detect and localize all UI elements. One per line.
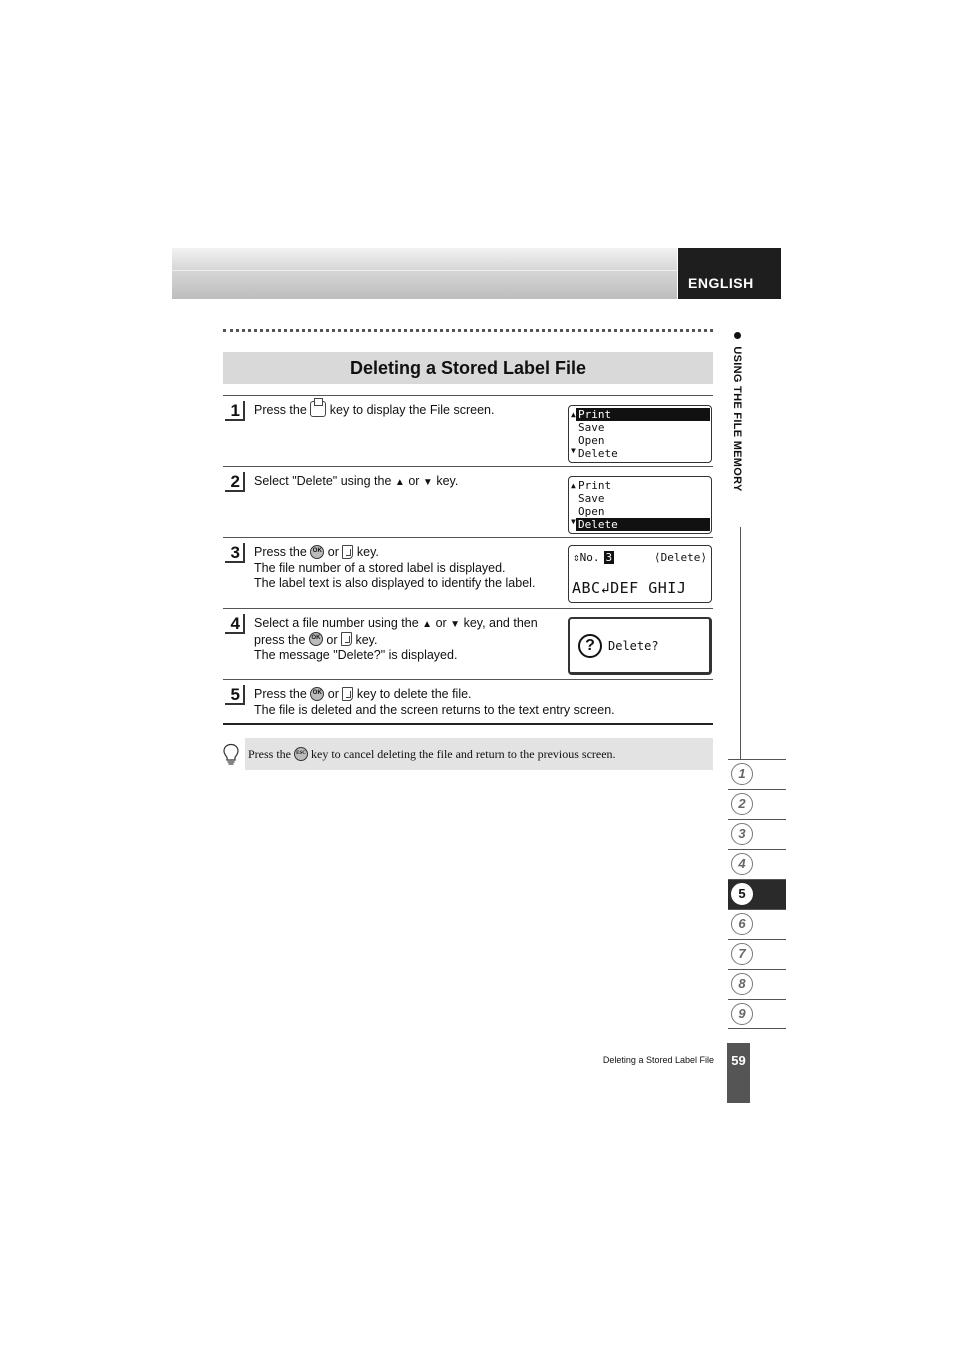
ok-key-icon: OK [309, 632, 323, 646]
question-icon: ? [578, 634, 602, 658]
step-2 [223, 466, 713, 537]
footer-title: Deleting a Stored Label File [602, 1055, 714, 1065]
lcd-screen-file-menu [568, 476, 712, 534]
step-text-part: key, and then [463, 616, 538, 630]
lcd-number-value: 3 [605, 551, 613, 564]
step-text-part: key to display the File screen. [329, 403, 495, 417]
chapter-tab-7[interactable] [728, 939, 786, 969]
down-arrow-icon: ▼ [422, 477, 433, 488]
step-text-part: press the [254, 632, 306, 647]
step-5 [223, 679, 713, 725]
chapter-tab-6[interactable] [728, 909, 786, 939]
enter-key-icon [342, 545, 353, 559]
chapter-number: 5 [731, 883, 753, 905]
lcd-menu-item: Open [578, 505, 605, 518]
chapter-tab-1[interactable] [728, 759, 786, 789]
lcd-file-number [573, 551, 614, 564]
step-text-part: or [327, 687, 339, 701]
step-text [254, 545, 564, 592]
chapter-tab-8[interactable] [728, 969, 786, 999]
step-text [254, 616, 564, 664]
lightbulb-icon [222, 743, 240, 767]
side-chapter-label [731, 332, 743, 492]
lcd-screen-file-number [568, 545, 712, 603]
step-text-part: or [326, 632, 338, 647]
lcd-menu-item: Save [578, 492, 605, 505]
chapter-number: 6 [731, 913, 753, 935]
lcd-screen-delete-confirm [568, 617, 712, 675]
step-text [254, 403, 564, 419]
tip-note [245, 738, 713, 770]
note-text-part: Press the [248, 747, 291, 761]
lcd-no-label: No. [579, 551, 600, 564]
step-text-part: Press the [254, 687, 307, 701]
side-divider [740, 527, 741, 759]
esc-key-icon: ESC [294, 747, 308, 761]
lcd-menu-item: Open [578, 434, 605, 447]
lcd-mode-label: ⟨Delete⟩ [654, 551, 707, 564]
header-band [172, 248, 677, 299]
lcd-menu-item: Delete [578, 447, 618, 460]
step-text-part: Press the [254, 545, 307, 559]
lcd-screen-file-menu [568, 405, 712, 463]
note-text-part: key to cancel deleting the file and return to the previous screen. [311, 747, 616, 761]
step-text-part: or [327, 545, 339, 559]
lcd-menu-item: Delete [576, 518, 710, 531]
step-text-part: key. [436, 474, 459, 488]
lcd-label-text: ABC↲DEF GHIJ [572, 579, 687, 597]
chapter-tab-3[interactable] [728, 819, 786, 849]
up-arrow-icon: ▲ [394, 477, 405, 488]
lcd-menu-item: Print [576, 408, 710, 421]
step-text-part: Select "Delete" using the [254, 474, 392, 488]
lcd-menu-item: Save [578, 421, 605, 434]
step-text-line: The file number of a stored label is displayed. [254, 560, 506, 575]
chapter-number: 4 [731, 853, 753, 875]
chapter-tab-5[interactable] [728, 879, 786, 909]
ok-key-icon: OK [310, 545, 324, 559]
page-number: 59 [727, 1043, 750, 1103]
step-text-line: The message "Delete?" is displayed. [254, 648, 458, 662]
chapter-tab-4[interactable] [728, 849, 786, 879]
step-text-part: or [408, 474, 420, 488]
up-arrow-icon: ▲ [422, 619, 433, 630]
step-number: 2 [225, 472, 245, 492]
step-3 [223, 537, 713, 608]
step-text [254, 687, 714, 718]
step-text-part: Select a file number using the [254, 616, 419, 630]
step-text-part: key to delete the file. [356, 687, 472, 701]
step-number: 4 [225, 614, 245, 634]
lcd-menu-item: Print [578, 479, 612, 492]
steps-list [223, 395, 713, 725]
chapter-number: 2 [731, 793, 753, 815]
dotted-divider [223, 329, 713, 332]
scroll-arrows-icon: ▲ ▼ [571, 481, 576, 526]
side-label-text: USING THE FILE MEMORY [731, 346, 743, 492]
chapter-number: 1 [731, 763, 753, 785]
step-text-part: Press the [254, 403, 307, 417]
step-text-part: or [435, 616, 447, 630]
step-number: 5 [225, 685, 245, 705]
file-key-icon [310, 401, 326, 417]
scroll-arrows-icon: ▲ ▼ [571, 410, 576, 455]
chapter-number: 7 [731, 943, 753, 965]
lcd-message: Delete? [608, 639, 659, 653]
ok-key-icon: OK [310, 687, 324, 701]
step-text-line: The file is deleted and the screen returns to the text entry screen. [254, 702, 615, 717]
language-tab: ENGLISH [678, 248, 781, 299]
step-4 [223, 608, 713, 679]
lcd-updown-icon: ⇕ [573, 551, 580, 564]
enter-key-icon [341, 632, 352, 646]
step-number: 1 [225, 401, 245, 421]
bullet-dot-icon [734, 332, 741, 339]
section-title: Deleting a Stored Label File [223, 352, 713, 384]
step-text [254, 474, 564, 491]
chapter-number: 8 [731, 973, 753, 995]
chapter-tab-2[interactable] [728, 789, 786, 819]
step-text-line: The label text is also displayed to identify the label. [254, 576, 536, 590]
step-text-part: key. [355, 632, 378, 647]
chapter-tab-9[interactable] [728, 999, 786, 1029]
chapter-number: 3 [731, 823, 753, 845]
step-text-part: key. [356, 545, 379, 559]
step-1 [223, 395, 713, 466]
enter-key-icon [342, 687, 353, 701]
step-number: 3 [225, 543, 245, 563]
chapter-index [728, 759, 786, 1029]
down-arrow-icon: ▼ [450, 619, 461, 630]
chapter-number: 9 [731, 1003, 753, 1025]
